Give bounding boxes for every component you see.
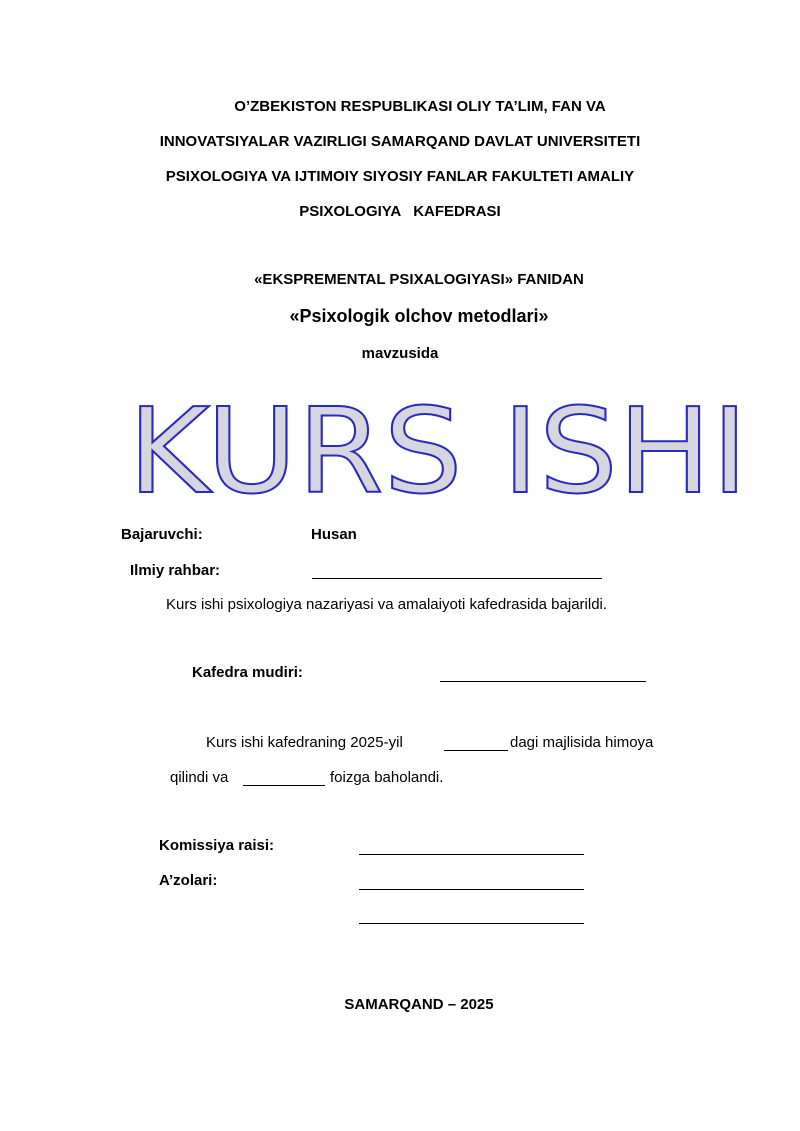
header-line-1: O’ZBEKISTON RESPUBLIKASI OLIY TA’LIM, FAN VA: [234, 98, 606, 115]
commission-member-line-2: [359, 923, 584, 924]
defense-text-3: qilindi va: [170, 769, 229, 786]
supervisor-signature-line: [312, 578, 602, 579]
title-wordart-text: KURS ISHI: [128, 382, 749, 512]
commission-member-line-1: [359, 889, 584, 890]
defense-text-4: foizga baholandi.: [330, 769, 444, 786]
defense-text-2: dagi majlisida himoya: [510, 734, 654, 751]
footer-city-year: SAMARQAND – 2025: [344, 996, 494, 1013]
performer-name: Husan: [311, 526, 357, 543]
commission-chair-label: Komissiya raisi:: [159, 837, 275, 854]
header-line-3: PSIXOLOGIYA VA IJTIMOIY SIYOSIY FANLAR FAKULTETI AMALIY: [165, 168, 635, 185]
head-of-department-signature-line: [440, 681, 646, 682]
completion-note: Kurs ishi psixologiya nazariyasi va amalaiyoti kafedrasida bajarildi.: [166, 596, 608, 613]
title-wordart-svg: [118, 372, 758, 512]
title-wordart: [118, 372, 758, 512]
header-line-4: PSIXOLOGIYA KAFEDRASI: [299, 203, 501, 220]
commission-chair-line: [359, 854, 584, 855]
performer-label: Bajaruvchi:: [121, 526, 203, 543]
defense-date-blank: [444, 750, 508, 751]
course-name: «EKSPREMENTAL PSIXALOGIYASI» FANIDAN: [254, 271, 584, 288]
topic-title: «Psixologik olchov metodlari»: [289, 306, 549, 326]
defense-text-1: Kurs ishi kafedraning 2025-yil: [206, 734, 403, 751]
topic-suffix: mavzusida: [361, 345, 439, 362]
header-line-2: INNOVATSIYALAR VAZIRLIGI SAMARQAND DAVLAT UNIVERSITETI: [159, 133, 641, 150]
commission-members-label: A’zolari:: [159, 872, 218, 889]
head-of-department-label: Kafedra mudiri:: [192, 664, 303, 681]
supervisor-label: Ilmiy rahbar:: [130, 562, 221, 579]
defense-score-blank: [243, 785, 325, 786]
